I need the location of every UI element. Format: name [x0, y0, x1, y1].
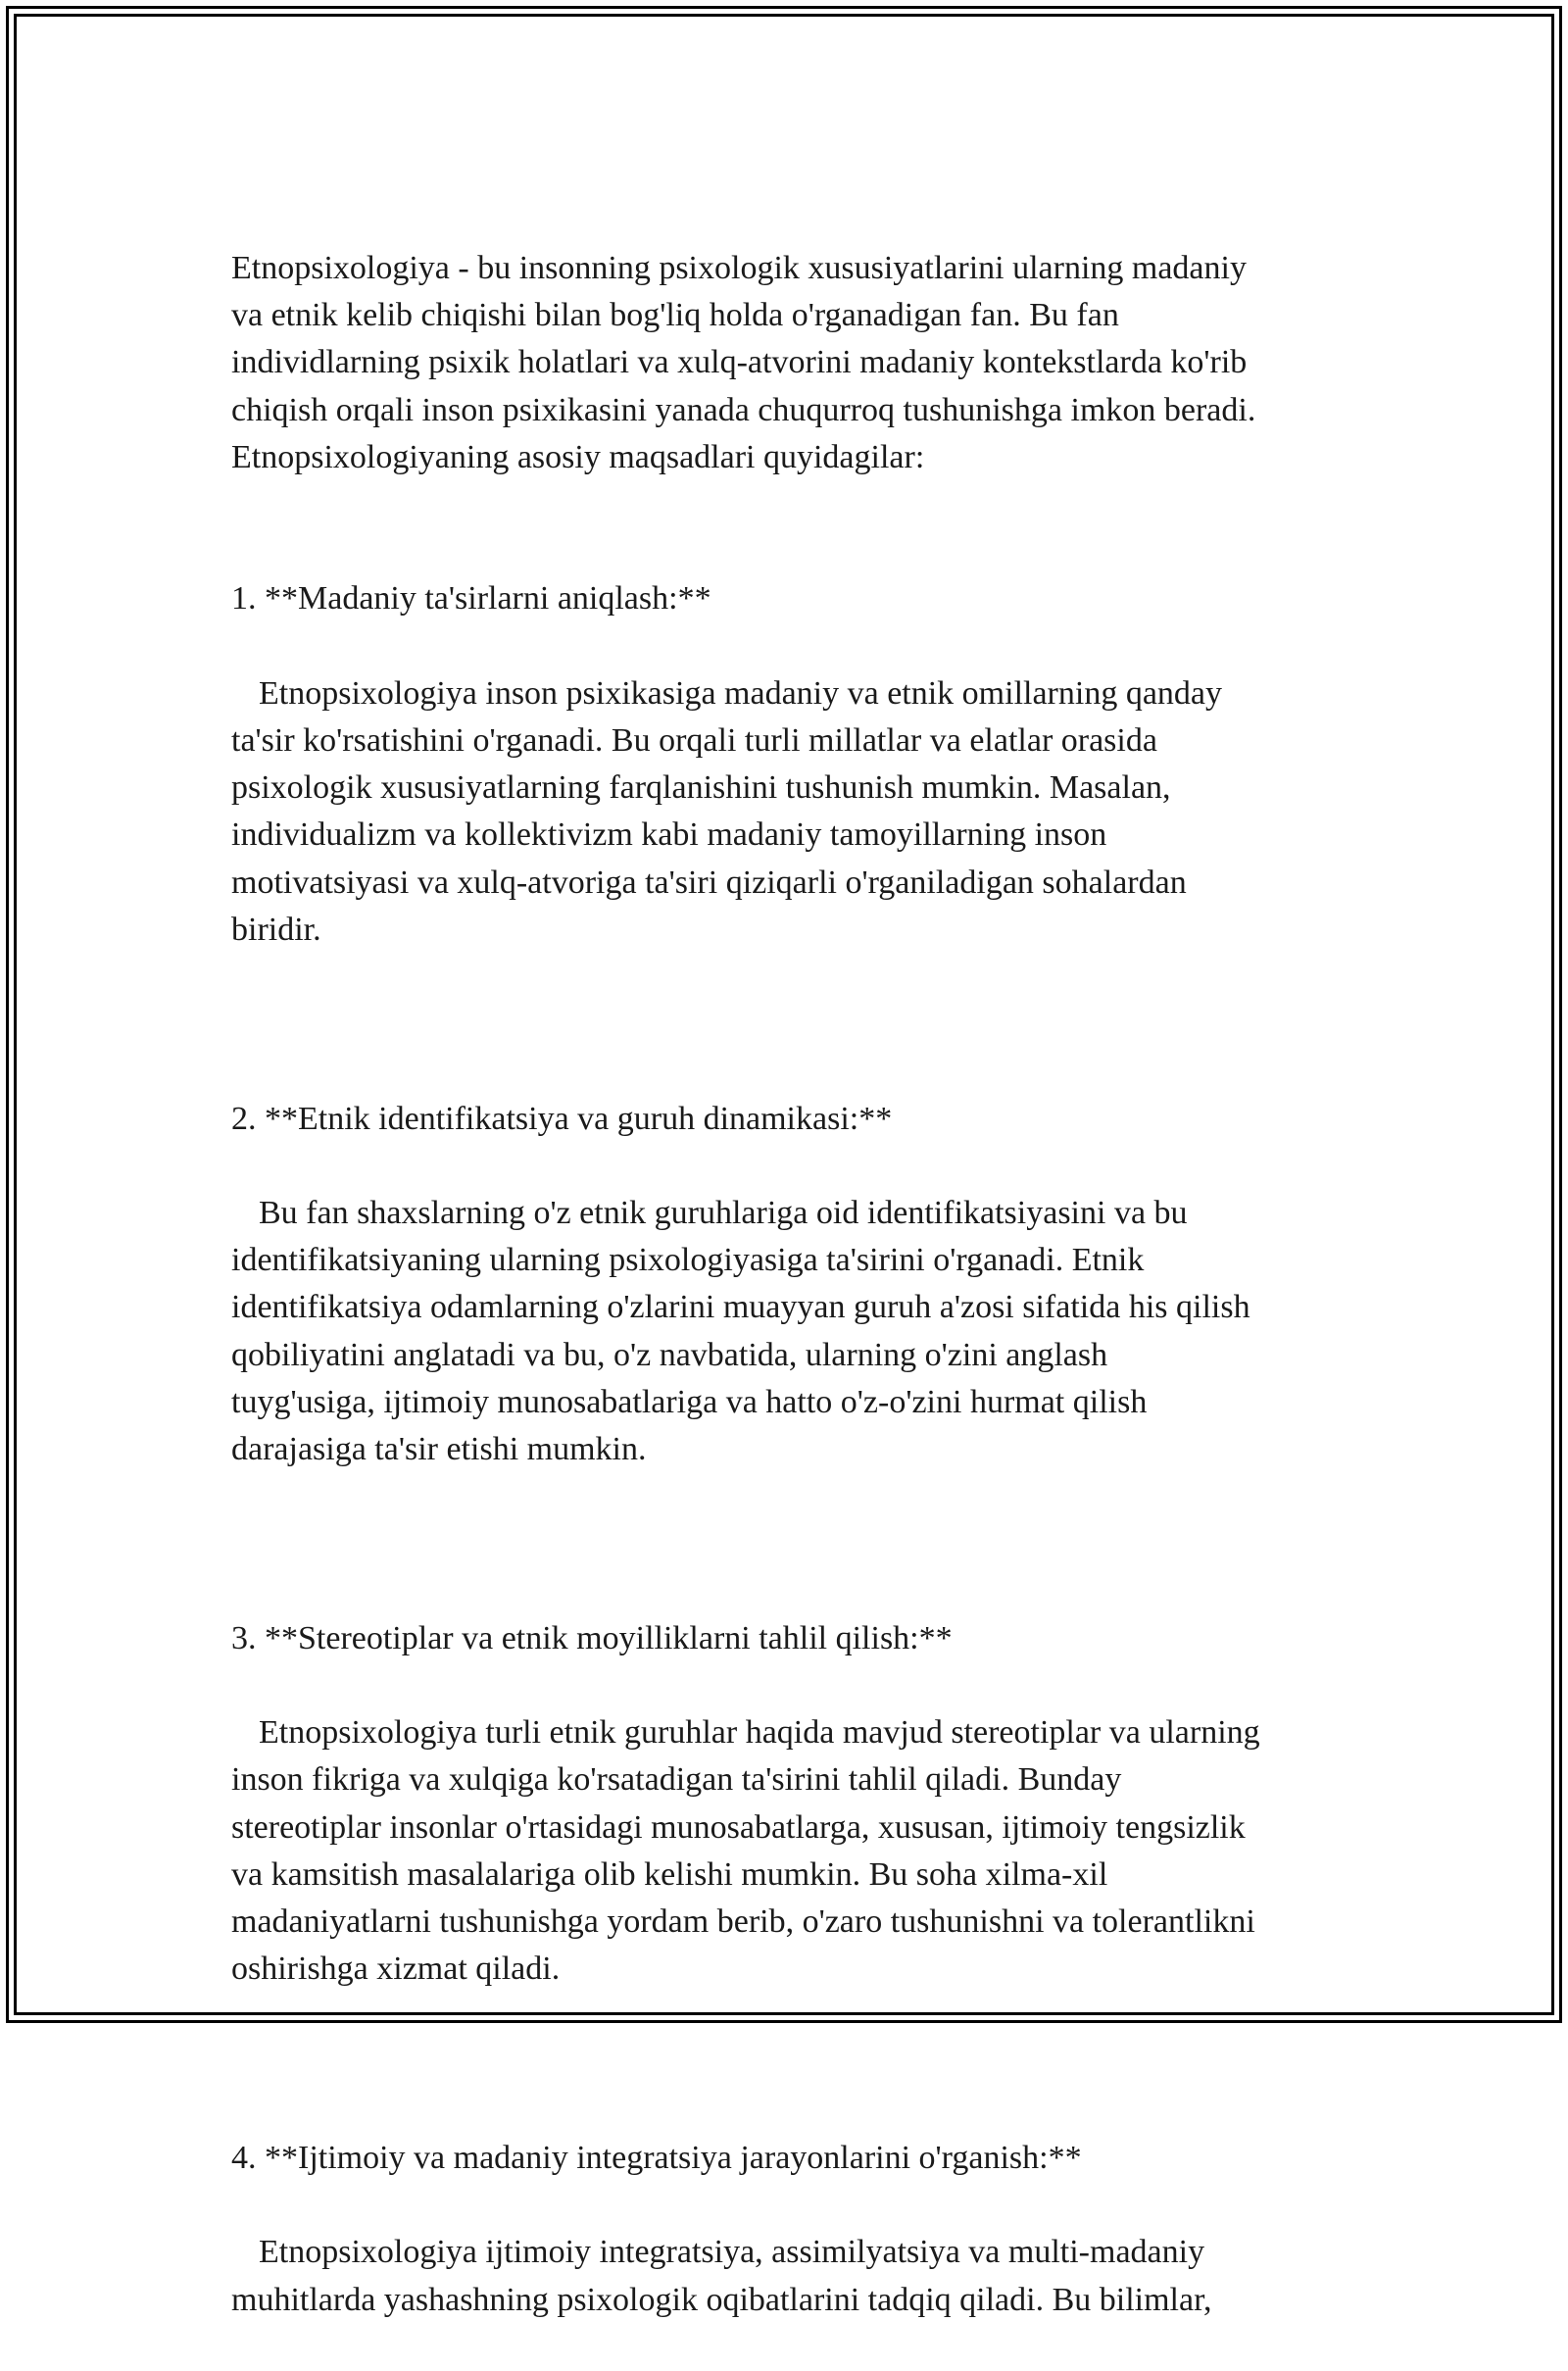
section-body: Etnopsixologiya ijtimoiy integratsiya, assimilyatsiya va multi-madaniy muhitlarda yashashning psixologik oqibatlarini tadqiq qiladi. Bu bilimlar,: [231, 2234, 1212, 2318]
intro-paragraph: Etnopsixologiya - bu insonning psixologik xususiyatlarini ularning madaniy va etnik kelib chiqishi bilan bog'liq holda o'rganadigan fan. Bu fan individlarning psixik holatlari va xulq-atvorini madaniy kontekstlarda ko'rib chiqish orqali inson psixikasini yanada chuqurroq tushunishga imkon beradi. Etnopsixologiyaning asosiy maqsadlari quyidagilar:: [231, 250, 1256, 475]
section-heading: 1. **Madaniy ta'sirlarni aniqlash:**: [231, 580, 711, 617]
section-2: [231, 1048, 1358, 1520]
section-1: [231, 528, 1358, 1001]
section-heading: 3. **Stereotiplar va etnik moyilliklarni tahlil qilish:**: [231, 1619, 953, 1656]
section-heading: 2. **Etnik identifikatsiya va guruh dinamikasi:**: [231, 1100, 893, 1137]
section-3: [231, 1568, 1358, 2041]
section-4: [231, 2088, 1358, 2371]
section-heading: 4. **Ijtimoiy va madaniy integratsiya jarayonlarini o'rganish:**: [231, 2140, 1082, 2177]
document-body: [231, 245, 1358, 2371]
section-body: Bu fan shaxslarning o'z etnik guruhlariga oid identifikatsiyasini va bu identifikatsiyaning ularning psixologiyasiga ta'sirini o'rganadi. Etnik identifikatsiya odamlarning o'zlarini muayyan guruh a'zosi sifatida his qilish qobiliyatini anglatadi va bu, o'z navbatida, ularning o'zini anglash tuyg'usiga, ijtimoiy munosabatlariga va hatto o'z-o'zini hurmat qilish darajasiga ta'sir etishi mumkin.: [231, 1195, 1250, 1468]
section-body: Etnopsixologiya inson psixikasiga madaniy va etnik omillarning qanday ta'sir ko'rsatishini o'rganadi. Bu orqali turli millatlar va elatlar orasida psixologik xususiyatlarning farqlanishini tushunish mumkin. Masalan, individualizm va kollektivizm kabi madaniy tamoyillarning inson motivatsiyasi va xulq-atvoriga ta'siri qiziqarli o'rganiladigan sohalardan biridir.: [231, 674, 1223, 948]
section-body: Etnopsixologiya turli etnik guruhlar haqida mavjud stereotiplar va ularning inson fikriga va xulqiga ko'rsatadigan ta'sirini tahlil qiladi. Bunday stereotiplar insonlar o'rtasidagi munosabatlarga, xususan, ijtimoiy tengsizlik va kamsitish masalalariga olib kelishi mumkin. Bu soha xilma-xil madaniyatlarni tushunishga yordam berib, o'zaro tushunishni va tolerantlikni oshirishga xizmat qiladi.: [231, 1714, 1260, 1988]
